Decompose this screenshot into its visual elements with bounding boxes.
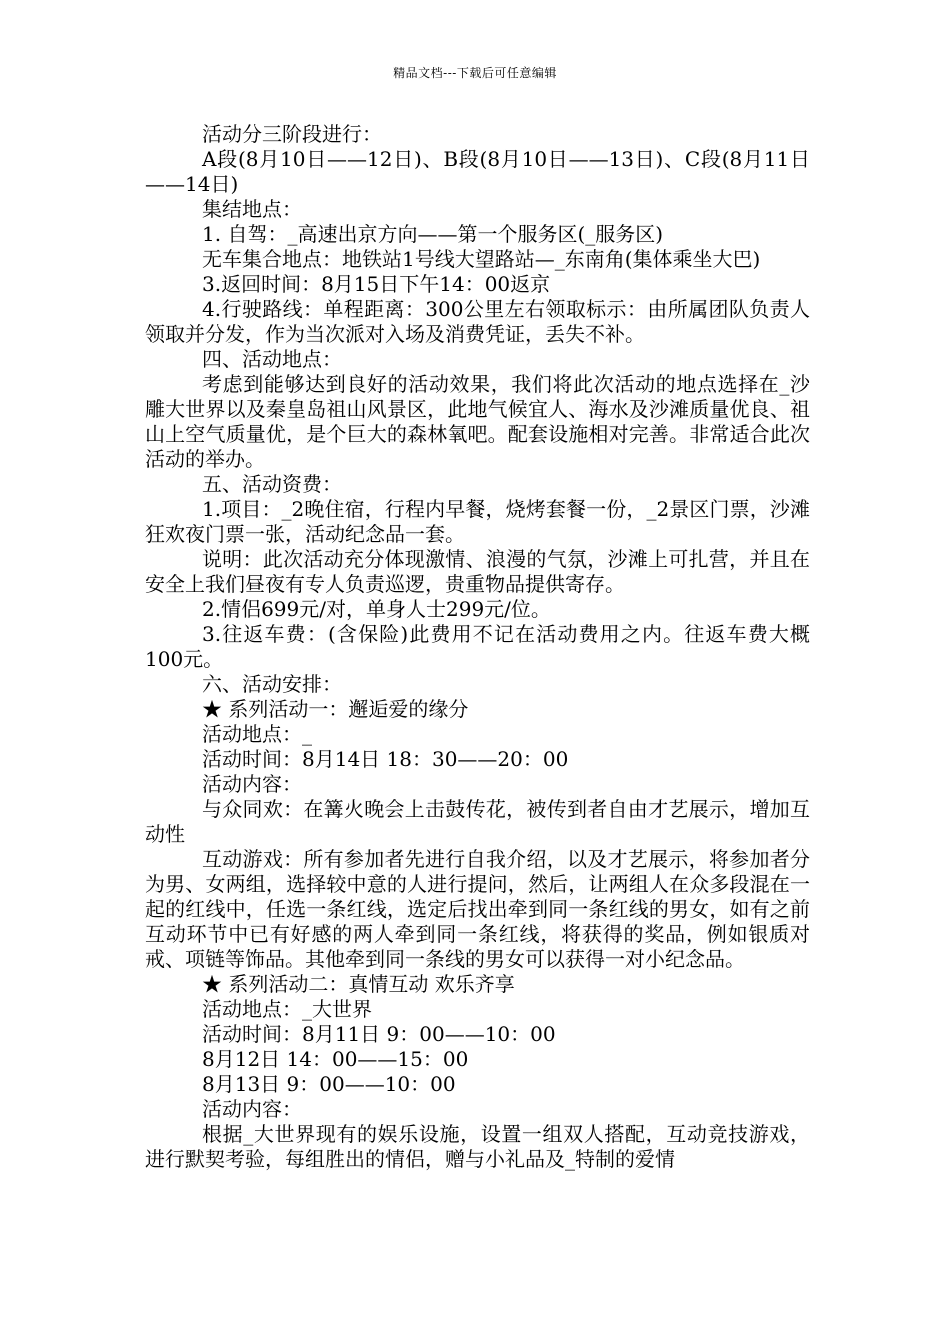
paragraph: 根据_大世界现有的娱乐设施，设置一组双人搭配，互动竞技游戏，进行默契考验，每组胜出的情侣，赠与小礼品及_特制的爱情 — [145, 1122, 810, 1171]
paragraph: 8月13日 9：00——10：00 — [202, 1072, 456, 1096]
paragraph: 4.行驶路线：单程距离：300公里左右领取标示：由所属团队负责人领取并分发，作为当次派对入场及消费凭证，丢失不补。 — [145, 297, 810, 346]
section-heading: 六、活动安排： — [202, 672, 342, 696]
paragraph: 集结地点： — [202, 197, 302, 221]
activity-heading: ★ 系列活动一：邂逅爱的缘分 — [202, 697, 469, 721]
paragraph: 1. 自驾：_高速出京方向——第一个服务区(_服务区) — [202, 222, 664, 246]
paragraph: 无车集合地点：地铁站1号线大望路站—_东南角(集体乘坐大巴) — [202, 247, 761, 271]
paragraph: 与众同欢：在篝火晚会上击鼓传花，被传到者自由才艺展示，增加互动性 — [145, 797, 810, 846]
paragraph: 活动内容： — [202, 772, 302, 796]
paragraph: 2.情侣699元/对，单身人士299元/位。 — [202, 597, 551, 621]
paragraph: 1.项目：_2晚住宿，行程内早餐，烧烤套餐一份，_2景区门票，沙滩狂欢夜门票一张，活动纪念品一套。 — [145, 497, 810, 546]
activity-heading: ★ 系列活动二：真情互动 欢乐齐享 — [202, 972, 515, 996]
paragraph: 活动内容： — [202, 1097, 302, 1121]
paragraph: 考虑到能够达到良好的活动效果，我们将此次活动的地点选择在_沙雕大世界以及秦皇岛祖山风景区，此地气候宜人、海水及沙滩质量优良、祖山上空气质量优，是个巨大的森林氧吧。配套设施相对完善。非常适合此次活动的举办。 — [145, 372, 810, 471]
paragraph: 3.返回时间：8月15日下午14：00返京 — [202, 272, 551, 296]
paragraph: 活动时间：8月11日 9：00——10：00 — [202, 1022, 556, 1046]
paragraph: 活动地点：_大世界 — [202, 997, 372, 1021]
paragraph: 活动分三阶段进行： — [202, 122, 382, 146]
paragraph: 活动地点：_ — [202, 722, 312, 746]
paragraph: 说明：此次活动充分体现激情、浪漫的气氛，沙滩上可扎营，并且在安全上我们昼夜有专人负责巡逻，贵重物品提供寄存。 — [145, 547, 810, 596]
page-header: 精品文档---下载后可任意编辑 — [393, 66, 557, 80]
document-body — [145, 122, 810, 1172]
section-heading: 四、活动地点： — [202, 347, 342, 371]
paragraph: 8月12日 14：00——15：00 — [202, 1047, 469, 1071]
section-heading: 五、活动资费： — [202, 472, 342, 496]
paragraph: 互动游戏：所有参加者先进行自我介绍，以及才艺展示，将参加者分为男、女两组，选择较中意的人进行提问，然后，让两组人在众多段混在一起的红线中，任选一条红线，选定后找出牵到同一条红线的男女，如有之前互动环节中已有好感的两人牵到同一条红线，将获得的奖品，例如银质对戒、项链等饰品。其他牵到同一条线的男女可以获得一对小纪念品。 — [145, 847, 810, 971]
paragraph: 活动时间：8月14日 18：30——20：00 — [202, 747, 569, 771]
paragraph: A段(8月10日——12日)、B段(8月10日——13日)、C段(8月11日——14日) — [145, 147, 810, 196]
paragraph: 3.往返车费：(含保险)此费用不记在活动费用之内。往返车费大概100元。 — [145, 622, 810, 671]
